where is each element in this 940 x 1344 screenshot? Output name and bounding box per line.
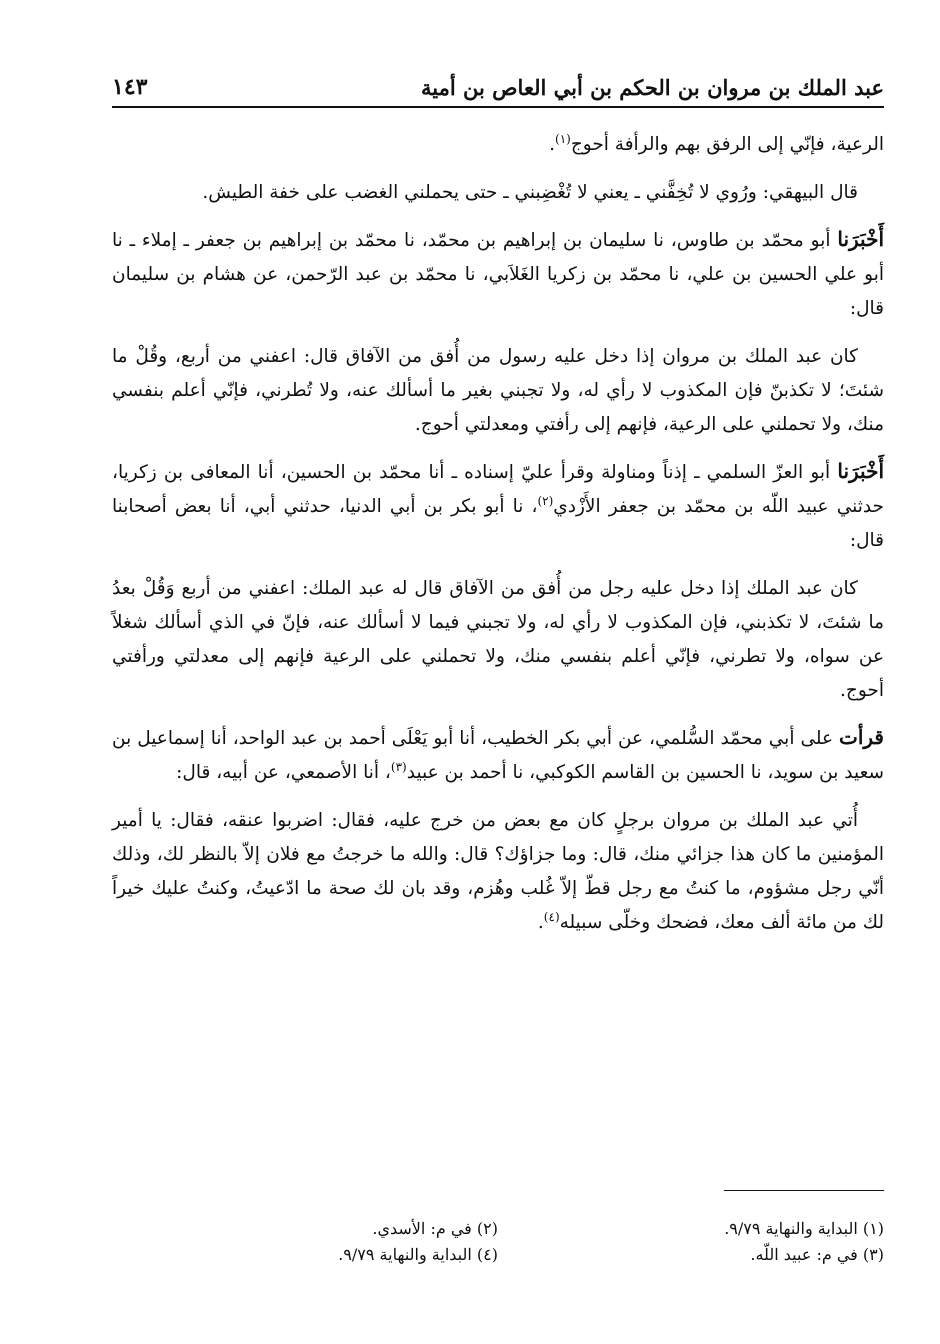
- footnote-text: في م: الأسدي.: [372, 1219, 472, 1238]
- footnote-number: (٢): [476, 1219, 498, 1238]
- page-header: [112, 70, 884, 104]
- paragraph: [112, 222, 884, 326]
- footnote-text: البداية والنهاية ٩/٧٩.: [338, 1245, 472, 1264]
- main-text: [112, 126, 884, 952]
- paragraph-text: الرعية، فإنّي إلى الرفق بهم والرأفة أحوج: [570, 134, 884, 155]
- footnote-row: [112, 1242, 884, 1268]
- paragraph: [112, 454, 884, 558]
- paragraph: [112, 126, 884, 162]
- paragraph-tail: ، نا أبو بكر بن أبي الدنيا، حدثني أبي، أنا بعض أصحابنا قال:: [112, 496, 884, 551]
- paragraph: [112, 802, 884, 940]
- footnote: [112, 1216, 498, 1242]
- paragraph-text: على أبي محمّد السُّلمي، عن أبي بكر الخطيب، أنا أبو يَعْلَى أحمد بن عبد الواحد، أنا إسماعيل بن سعيد بن سويد، نا الحسين بن القاسم الكوكبي، نا أحمد بن عبيد: [112, 728, 884, 783]
- paragraph-text: أبو العزّ السلمي ـ إذناً ومناولة وقرأ عليّ إسناده ـ أنا محمّد بن الحسين، أنا المعافى بن زكريا، حدثني عبيد اللّه بن محمّد بن جعفر الأَزْدي: [112, 462, 884, 517]
- paragraph-lead: أَخْبَرَنا: [837, 459, 884, 483]
- footnote-number: (٣): [862, 1245, 884, 1264]
- footnotes: [112, 1216, 884, 1268]
- paragraph-tail: .: [549, 134, 555, 155]
- footnote: [498, 1216, 884, 1242]
- footnote-marker: (٤): [543, 909, 560, 924]
- paragraph: [112, 570, 884, 708]
- paragraph-tail: ، أنا الأصمعي، عن أبيه، قال:: [176, 762, 391, 783]
- footnote-marker: (٢): [537, 493, 554, 508]
- page-number: ١٤٣: [112, 74, 148, 100]
- paragraph-lead: قرأت: [839, 725, 884, 749]
- footnote-marker: (١): [555, 131, 571, 146]
- paragraph: [112, 720, 884, 790]
- paragraph-text: كان عبد الملك إذا دخل عليه رجل من أُفق من الآفاق قال له عبد الملك: اعفني من أربع وَقُلْ بعدُ ما شئتَ، لا تكذبني، فإن المكذوب لا رأي له، ولا تجبني فيما لا أسألك عنه، فإنّ في الذي أسألك شغلاً عن سواه، ولا تطرني، فإنّي أعلم بنفسي منك، ولا تحملني على الرعية فإنهم إلى معدلتي ورأفتي أحوج.: [112, 578, 884, 701]
- footnote-text: في م: عبيد اللّه.: [750, 1245, 858, 1264]
- footnote-text: البداية والنهاية ٩/٧٩.: [724, 1219, 858, 1238]
- paragraph-text: قال البيهقي: ورُوي لا تُخِفَّني ـ يعني لا تُغْضِبني ـ حتى يحملني الغضب على خفة الطيش.: [202, 182, 858, 203]
- paragraph-text: كان عبد الملك بن مروان إذا دخل عليه رسول من أُفق من الآفاق قال: اعفني من أربع، وقُلْ ما شئتَ؛ لا تكذبنّ فإن المكذوب لا رأي له، ولا تجبني بغير ما أسألك عنه، ولا تُطرني، فإنّي أعلم بنفسي منك، ولا تحملني على الرعية، فإنهم إلى رأفتي ومعدلتي أحوج.: [112, 346, 884, 435]
- paragraph: [112, 174, 884, 210]
- footnote: [498, 1242, 884, 1268]
- footnote-number: (٤): [476, 1245, 498, 1264]
- paragraph: [112, 338, 884, 442]
- footnote-row: [112, 1216, 884, 1242]
- footnote-number: (١): [862, 1219, 884, 1238]
- paragraph-text: أبو محمّد بن طاوس، نا سليمان بن إبراهيم بن محمّد، نا محمّد بن إبراهيم بن جعفر ـ إملاء ـ نا أبو علي الحسين بن علي، نا محمّد بن زكريا الغَلاَبي، نا محمّد بن عبد الرّحمن، عن هشام بن سليمان قال:: [112, 230, 884, 319]
- paragraph-text: أُتي عبد الملك بن مروان برجلٍ كان مع بعض من خرج عليه، فقال: اضربوا عنقه، فقال: يا أمير المؤمنين ما كان هذا جزائي منك، قال: وما جزاؤك؟ قال: والله ما خرجتُ مع فلان إلاّ بالنظر لك، وذلك أنّي رجل مشؤوم، ما كنتُ مع رجل قطّ إلاّ غُلب وهُزم، وقد بان لك صحة ما ادّعيتُ، وكنتُ عليك خيراً لك من مائة ألف معك، فضحك وخلّى سبيله: [112, 810, 884, 933]
- footnote-marker: (٣): [390, 759, 407, 774]
- footnote-rule: [724, 1190, 884, 1191]
- paragraph-tail: .: [537, 912, 544, 933]
- paragraph-lead: أَخْبَرَنا: [837, 227, 884, 251]
- footnote: [112, 1242, 498, 1268]
- running-title: عبد الملك بن مروان بن الحكم بن أبي العاص بن أمية: [421, 74, 884, 100]
- header-rule: [112, 106, 884, 108]
